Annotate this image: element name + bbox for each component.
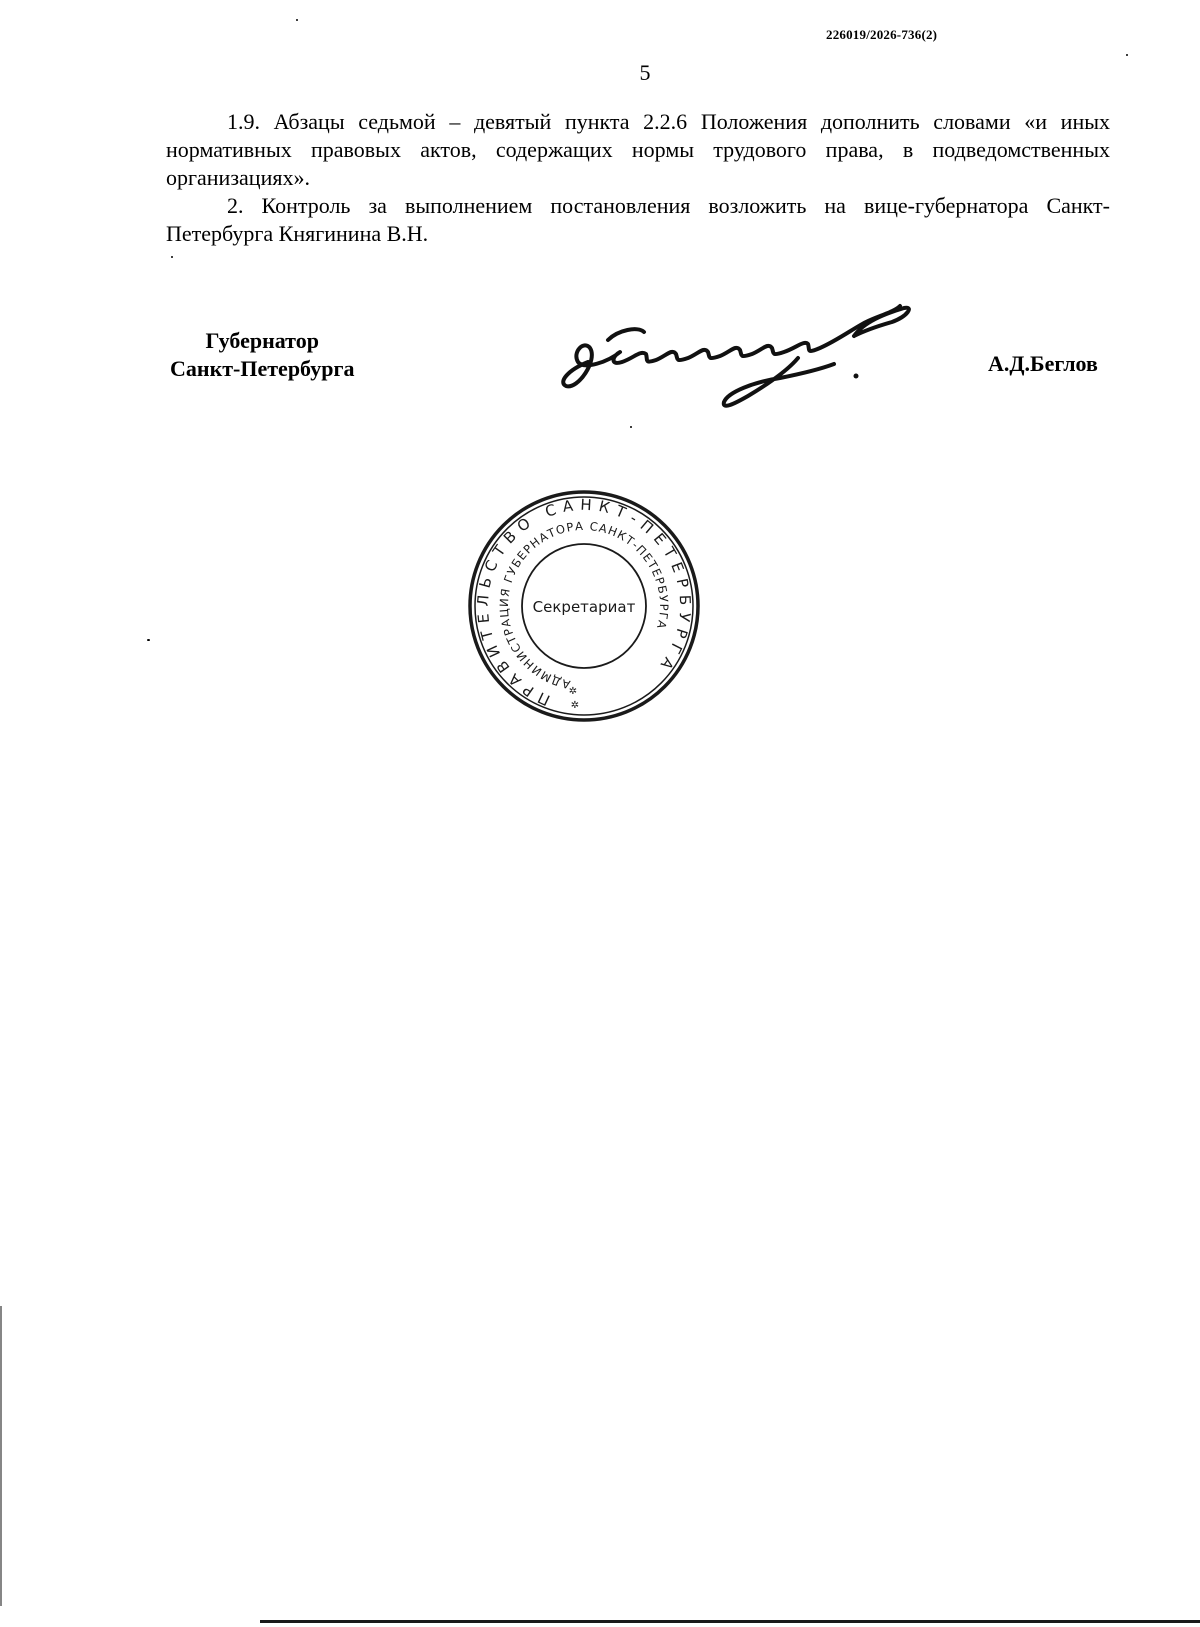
scan-speck (296, 19, 298, 21)
handwritten-signature (548, 300, 948, 420)
page-number: 5 (639, 60, 651, 85)
official-seal (466, 488, 702, 724)
scan-edge-mark (0, 1306, 2, 1606)
seal-outer-text: ПРАВИТЕЛЬСТВО САНКТ-ПЕТЕРБУРГА (473, 495, 695, 710)
signatory-title (170, 327, 354, 383)
paragraph-2: 2. Контроль за выполнением постановления возложить на вице-губернатора Санкт-Петербурга Княгинина В.Н. (166, 193, 1110, 246)
document-body (166, 108, 1110, 248)
scan-speck (147, 639, 150, 641)
signatory-title-line-1: Губернатор (205, 328, 319, 353)
document-registration-number: 226019/2026-736(2) (826, 27, 938, 42)
scan-speck (630, 426, 632, 428)
signatory-name: А.Д.Беглов (988, 351, 1098, 376)
seal-center-text: Секретариат (532, 598, 636, 616)
signatory-title-line-2: Санкт-Петербурга (170, 356, 355, 381)
paragraph-1-9: 1.9. Абзацы седьмой – девятый пункта 2.2.6 Положения дополнить словами «и иных нормативных правовых актов, содержащих нормы трудового права, в подведомственных организациях». (166, 109, 1110, 190)
svg-text:✲: ✲ (568, 686, 578, 697)
scan-speck (171, 256, 173, 258)
svg-text:✲: ✲ (570, 700, 580, 711)
scan-bottom-edge (260, 1620, 1200, 1623)
seal-inner-text: АДМИНИСТРАЦИЯ ГУБЕРНАТОРА САНКТ-ПЕТЕРБУРГА (496, 518, 672, 692)
scan-speck (1126, 54, 1128, 56)
